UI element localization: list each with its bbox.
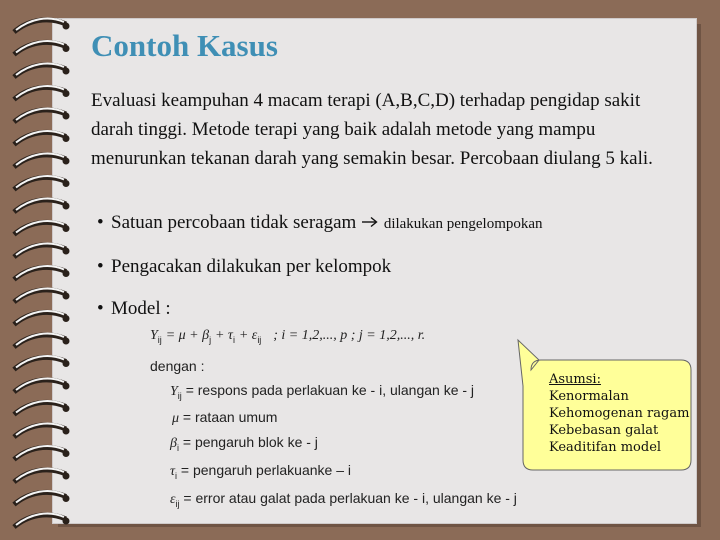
spiral-binding-icon: [0, 0, 80, 540]
bullet-1-result: dilakukan pengelompokan: [383, 216, 543, 232]
bullet-3: • Model :: [97, 298, 171, 319]
assumption-item: Keaditifan model: [549, 440, 662, 455]
def-row: $\tau_i$ = pengaruh perlakuanke – i: [170, 462, 351, 481]
def-row: $Y_{ij}$ = respons pada perlakuan ke - i, ulangan ke - j: [170, 382, 475, 401]
slide-title: Contoh Kasus: [91, 28, 278, 63]
bullet-1: • Satuan percobaan tidak seragam dilakukan pengelompokan: [97, 212, 543, 233]
assumption-list: [549, 371, 689, 456]
assumption-item: Kebebasan galat: [549, 423, 659, 438]
bullet-2: • Pengacakan dilakukan per kelompok: [97, 256, 392, 277]
bullet-1-text: Satuan percobaan tidak seragam: [111, 212, 357, 233]
bullet-2-text: Pengacakan dilakukan per kelompok: [111, 256, 392, 277]
def-row: $\beta_i$ = pengaruh blok ke - j: [170, 434, 318, 453]
model-dengan: dengan :: [150, 358, 205, 374]
assumption-item: Kenormalan: [549, 389, 629, 404]
assumption-item: Kehomogenan ragam: [549, 406, 690, 421]
assumption-heading: Asumsi:: [549, 372, 601, 387]
def-row: μ = rataan umum: [172, 409, 278, 426]
bullet-3-text: Model :: [111, 298, 171, 319]
def-row: $\varepsilon_{ij}$ = error atau galat pada perlakuan ke - i, ulangan ke - j: [170, 490, 517, 509]
model-equation: $Y_{ij} = \mu + \beta_j + \tau_i + \varepsilon_{ij}$ ; i = 1,2,..., p ; j = 1,2,..., r.: [150, 328, 426, 345]
intro-paragraph: Evaluasi keampuhan 4 macam terapi (A,B,C,D) terhadap pengidap sakit darah tinggi. Metode terapi yang baik adalah metode yang mampu menurunkan tekanan darah yang semakin besar. Percobaan diulang 5 kali.: [91, 90, 653, 169]
arrow-right-icon: [361, 212, 379, 234]
